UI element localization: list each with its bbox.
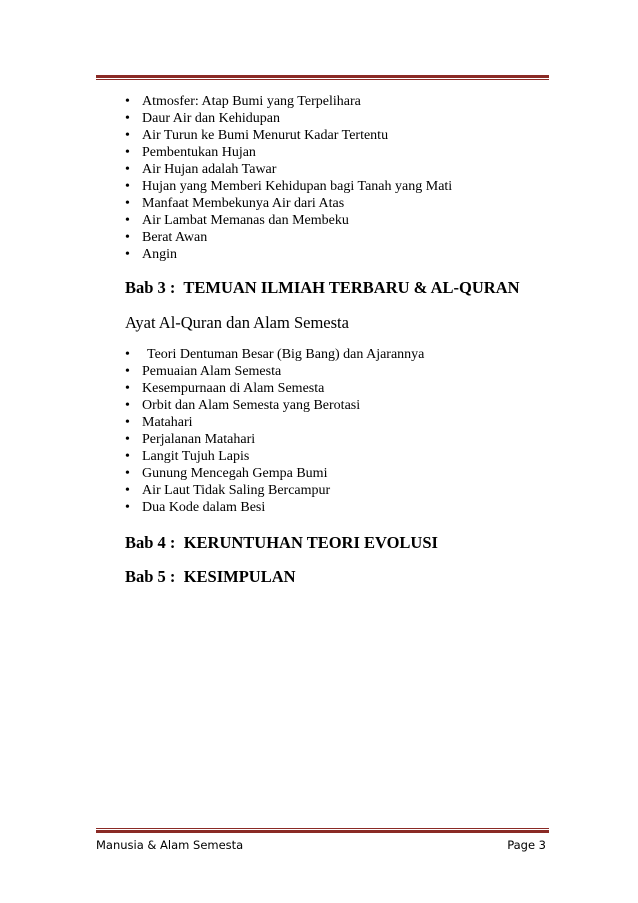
list-item-text: Perjalanan Matahari <box>142 432 256 447</box>
bullet-icon: • <box>125 466 130 481</box>
page-number: Page 3 <box>507 838 546 852</box>
list-item <box>125 195 555 212</box>
list-item <box>125 465 555 482</box>
header-rule <box>96 75 549 80</box>
page-content <box>125 93 555 587</box>
list-item <box>125 397 555 414</box>
list-item <box>125 482 555 499</box>
bab5-title: KESIMPULAN <box>183 567 296 586</box>
list-item-text: Angin <box>142 247 177 262</box>
bullet-icon: • <box>125 213 130 228</box>
footer-rule-thin <box>96 828 549 829</box>
list-item-text: Dua Kode dalam Besi <box>142 500 266 515</box>
list-item-text: Berat Awan <box>142 230 208 245</box>
bullet-icon: • <box>125 162 130 177</box>
list-item <box>125 144 555 161</box>
header-rule-thick <box>96 75 549 78</box>
bullet-icon: • <box>125 432 130 447</box>
bullet-icon: • <box>125 483 130 498</box>
list-item-text: Hujan yang Memberi Kehidupan bagi Tanah yang Mati <box>142 179 453 194</box>
list-item <box>125 431 555 448</box>
bullet-icon: • <box>125 500 130 515</box>
list-item-text: Gunung Mencegah Gempa Bumi <box>142 466 328 481</box>
list-item <box>125 380 555 397</box>
list-item <box>125 110 555 127</box>
list-item <box>125 246 555 263</box>
list-item <box>125 161 555 178</box>
list-item <box>125 178 555 195</box>
list-bab3 <box>125 346 555 516</box>
list-item-text: Kesempurnaan di Alam Semesta <box>142 381 325 396</box>
list-item-text: Pembentukan Hujan <box>142 145 256 160</box>
bab5-heading <box>125 567 555 587</box>
list-item <box>125 363 555 380</box>
list-item-text: Air Laut Tidak Saling Bercampur <box>142 483 331 498</box>
bullet-icon: • <box>125 94 130 109</box>
bullet-icon: • <box>125 415 130 430</box>
bullet-icon: • <box>125 398 130 413</box>
bullet-icon: • <box>125 128 130 143</box>
footer-rule-thick <box>96 830 549 833</box>
bullet-icon: • <box>125 145 130 160</box>
bullet-icon: • <box>125 449 130 464</box>
list-item-text: Teori Dentuman Besar (Big Bang) dan Ajarannya <box>147 347 425 362</box>
list-top <box>125 93 555 263</box>
bullet-icon: • <box>125 111 130 126</box>
list-item <box>125 127 555 144</box>
bullet-icon: • <box>125 179 130 194</box>
list-item-text: Daur Air dan Kehidupan <box>142 111 281 126</box>
bab3-subtitle: Ayat Al-Quran dan Alam Semesta <box>125 313 349 332</box>
header-rule-thin <box>96 79 549 80</box>
list-item <box>125 212 555 229</box>
list-item-text: Langit Tujuh Lapis <box>142 449 250 464</box>
list-item <box>125 414 555 431</box>
bullet-icon: • <box>125 196 130 211</box>
list-item-text: Atmosfer: Atap Bumi yang Terpelihara <box>142 94 361 109</box>
bab4-heading <box>125 533 555 553</box>
bab5-number: Bab 5 : <box>125 567 176 586</box>
list-item <box>125 499 555 516</box>
list-item-text: Matahari <box>142 415 193 430</box>
list-item <box>125 346 555 363</box>
list-item <box>125 448 555 465</box>
footer-title: Manusia & Alam Semesta <box>96 838 244 852</box>
footer-rule <box>96 828 549 833</box>
list-item-text: Air Lambat Memanas dan Membeku <box>142 213 349 228</box>
bullet-icon: • <box>125 364 130 379</box>
list-item-text: Orbit dan Alam Semesta yang Berotasi <box>142 398 361 413</box>
bullet-icon: • <box>125 381 130 396</box>
bab4-title: KERUNTUHAN TEORI EVOLUSI <box>183 533 438 552</box>
bab3-heading <box>125 278 555 298</box>
bab3-number: Bab 3 : <box>125 278 176 297</box>
bab3-title: TEMUAN ILMIAH TERBARU & AL-QURAN <box>183 278 520 297</box>
list-item-text: Pemuaian Alam Semesta <box>142 364 282 379</box>
list-item <box>125 229 555 246</box>
bullet-icon: • <box>125 347 130 362</box>
list-item-text: Manfaat Membekunya Air dari Atas <box>142 196 345 211</box>
list-item-text: Air Turun ke Bumi Menurut Kadar Tertentu <box>142 128 389 143</box>
bullet-icon: • <box>125 247 130 262</box>
bullet-icon: • <box>125 230 130 245</box>
list-item <box>125 93 555 110</box>
bab4-number: Bab 4 : <box>125 533 176 552</box>
list-item-text: Air Hujan adalah Tawar <box>142 162 277 177</box>
